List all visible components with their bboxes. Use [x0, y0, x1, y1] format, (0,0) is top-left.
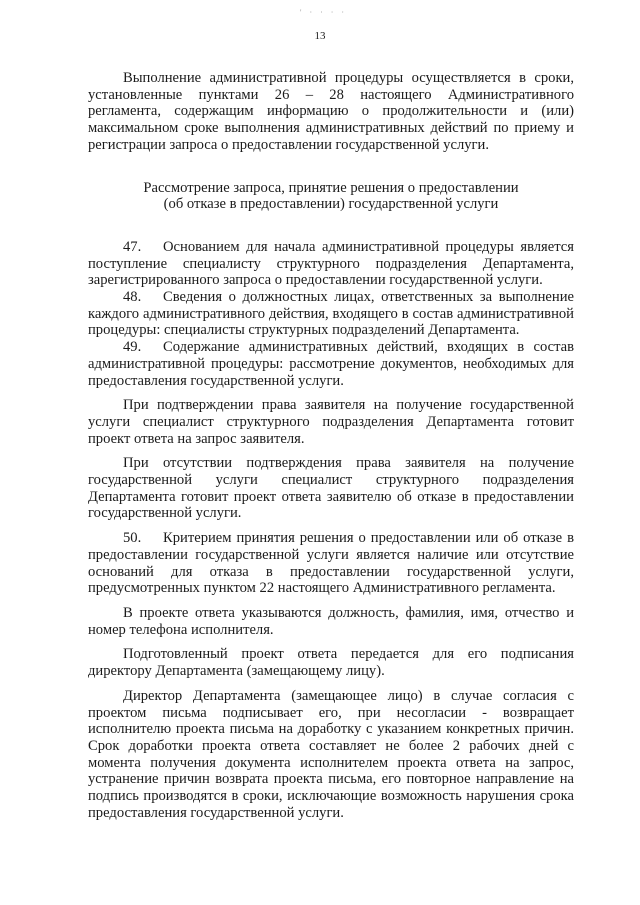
paragraph-director: Директор Департамента (замещающее лицо) в случае согласия с проектом письма подписывает его, при несогласии - возвращает исполнителю проекта письма на доработку с указанием конкретных причин. Срок доработки проекта ответа составляет не более 2 рабочих дней с момента получения документа исполнителем проекта ответа на запрос, устранение причин возврата проекта письма, его повторное направление на подпись производятся в сроки, исключающие возможность нарушения срока предоставления государственной услуги. — [88, 687, 574, 821]
clause-47 — [88, 239, 574, 289]
paragraph-draft-signing: Подготовленный проект ответа передается для его подписания директору Департамента (замещающему лицу). — [88, 646, 574, 680]
clause-number: 49. — [123, 339, 142, 356]
clause-number: 50. — [123, 530, 142, 547]
clause-48 — [88, 289, 574, 339]
paragraph-draft-details: В проекте ответа указываются должность, фамилия, имя, отчество и номер телефона исполнителя. — [88, 604, 574, 638]
clause-text: Критерием принятия решения о предоставлении или об отказе в предоставлении государственной услуги является наличие или отсутствие оснований для отказа в предоставлении государственной услуги, предусмотренных пунктом 22 настоящего Административного регламента. — [88, 530, 574, 597]
scan-specks: ' · · · · — [300, 8, 348, 17]
clause-number: 47. — [123, 238, 142, 255]
paragraph-intro: Выполнение административной процедуры осуществляется в сроки, установленные пунктами 26 – 28 настоящего Административного регламента, содержащим информацию о продолжительности и (или) максимальном сроке выполнения административных действий по приему и регистрации запроса о предоставлении государственной услуги. — [88, 70, 574, 153]
page-number: 13 — [314, 30, 326, 42]
paragraph-confirmation: При подтверждении права заявителя на получение государственной услуги специалист структурного подразделения Департамента готовит проект ответа на запрос заявителя. — [88, 397, 574, 447]
clause-49 — [88, 339, 574, 389]
document-body — [88, 70, 574, 821]
section-heading-line2: (об отказе в предоставлении) государственной услуги — [163, 196, 499, 213]
section-heading-line1: Рассмотрение запроса, принятие решения о предоставлении — [143, 179, 519, 196]
paragraph-no-confirmation: При отсутствии подтверждения права заявителя на получение государственной услуги специалист структурного подразделения Департамента готовит проект ответа заявителю об отказе в предоставлении государственной услуги. — [88, 455, 574, 522]
clause-text: Содержание административных действий, входящих в состав административной процедуры: рассмотрение документов, необходимых для предоставления государственной услуги. — [88, 339, 574, 389]
clause-text: Сведения о должностных лицах, ответственных за выполнение каждого административного действия, входящего в состав административной процедуры: специалисты структурных подразделений Департамента. — [88, 289, 574, 339]
clause-number: 48. — [123, 289, 142, 306]
clause-50 — [88, 530, 574, 597]
clause-text: Основанием для начала административной процедуры является поступление специалисту структурного подразделения Департамента, зарегистрированного запроса о предоставлении государственной услуги. — [88, 238, 574, 289]
